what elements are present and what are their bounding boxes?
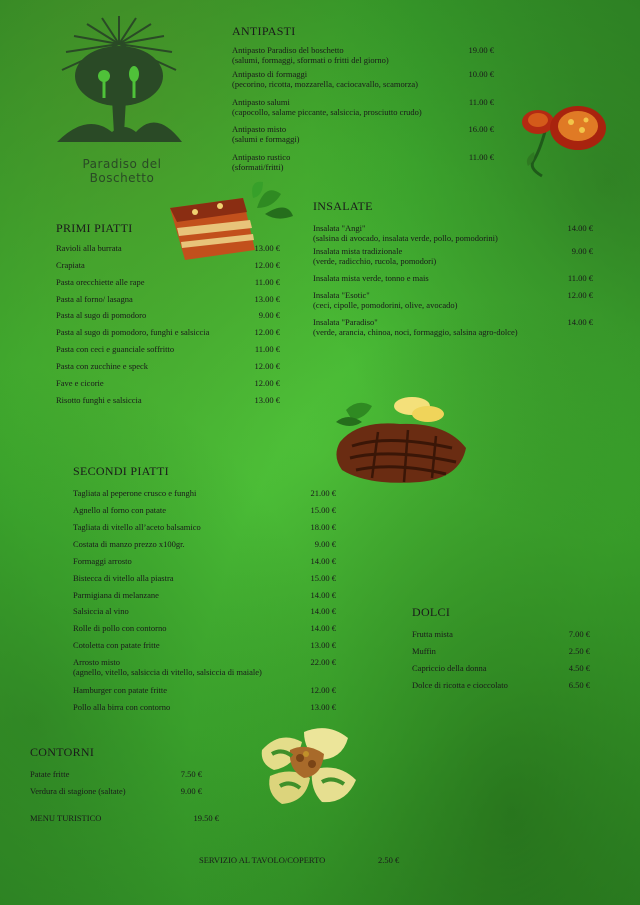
- list-item: [412, 680, 590, 690]
- menu-turistico-price: 19.50 €: [193, 813, 219, 823]
- list-item: [56, 361, 280, 371]
- list-item: [313, 273, 593, 283]
- list-item: [313, 246, 593, 266]
- list-item: [73, 522, 336, 532]
- list-item: [73, 590, 336, 600]
- item-price: 14.00 €: [310, 590, 336, 600]
- item-name: Capriccio della donna: [412, 663, 487, 673]
- item-name: Tagliata di vitello all’aceto balsamico: [73, 522, 201, 532]
- item-name: Rolle di pollo con contorno: [73, 623, 167, 633]
- stuffed-pepper-image: [516, 100, 612, 178]
- item-price: 12.00 €: [254, 260, 280, 270]
- item-name: Frutta mista: [412, 629, 453, 639]
- item-price: 12.00 €: [254, 327, 280, 337]
- item-price: 11.00 €: [567, 273, 593, 283]
- item-price: 11.00 €: [254, 277, 280, 287]
- item-name: Antipasto di formaggi: [232, 69, 308, 79]
- item-desc: (pecorino, ricotta, mozzarella, caciocavallo, scamorza): [232, 79, 418, 89]
- item-name: Agnello al forno con patate: [73, 505, 166, 515]
- item-name: Insalata mista tradizionale: [313, 246, 403, 256]
- item-price: 14.00 €: [310, 556, 336, 566]
- list-item: [30, 786, 202, 796]
- item-price: 2.50 €: [568, 646, 590, 656]
- list-item: [73, 556, 336, 566]
- item-price: 13.00 €: [254, 294, 280, 304]
- menu-turistico-label: MENU TURISTICO: [30, 813, 102, 823]
- list-item: [56, 294, 280, 304]
- list-item: [30, 769, 202, 779]
- item-name: Ravioli alla burrata: [56, 243, 122, 253]
- item-name: Pasta con ceci e guanciale soffritto: [56, 344, 175, 354]
- list-item: [73, 573, 336, 583]
- item-name: Insalata "Paradiso": [313, 317, 378, 327]
- item-desc: (agnello, vitello, salsiccia di vitello, salsiccia di maiale): [73, 667, 262, 677]
- item-name: Antipasto misto: [232, 124, 287, 134]
- list-item: [73, 539, 336, 549]
- item-name: Crapiata: [56, 260, 85, 270]
- item-desc: (verde, radicchio, rucola, pomodori): [313, 256, 437, 266]
- servizio-price: 2.50 €: [378, 855, 400, 865]
- list-item: [56, 277, 280, 287]
- item-name: Patate fritte: [30, 769, 70, 779]
- list-item: [73, 702, 336, 712]
- item-price: 11.00 €: [254, 344, 280, 354]
- servizio-label: SERVIZIO AL TAVOLO/COPERTO: [199, 855, 326, 865]
- item-name: Arrosto misto: [73, 657, 120, 667]
- list-item: [73, 623, 336, 633]
- menu-turistico: [30, 813, 219, 823]
- list-item: [73, 505, 336, 515]
- list-item: [56, 310, 280, 320]
- list-item: [232, 69, 494, 89]
- ravioli-image: [252, 720, 362, 810]
- tree-logo-icon: [52, 14, 187, 164]
- item-name: Pasta al forno/ lasagna: [56, 294, 133, 304]
- item-name: Dolce di ricotta e cioccolato: [412, 680, 508, 690]
- item-price: 7.50 €: [180, 769, 202, 779]
- item-price: 11.00 €: [468, 97, 494, 107]
- list-item: [56, 327, 280, 337]
- item-name: Antipasto Paradiso del boschetto: [232, 45, 344, 55]
- item-desc: (salumi e formaggi): [232, 134, 300, 144]
- list-item: [412, 663, 590, 673]
- list-item: [232, 124, 494, 144]
- list-item: [73, 685, 336, 695]
- item-price: 14.00 €: [310, 623, 336, 633]
- item-name: Pasta orecchiette alle rape: [56, 277, 145, 287]
- item-name: Insalata mista verde, tonno e mais: [313, 273, 429, 283]
- item-desc: (ceci, cipolle, pomodorini, olive, avocado): [313, 300, 458, 310]
- item-price: 19.00 €: [468, 45, 494, 55]
- item-name: Muffin: [412, 646, 436, 656]
- list-item: [56, 260, 280, 270]
- item-name: Salsiccia al vino: [73, 606, 129, 616]
- item-desc: (salumi, formaggi, sformati o fritti del giorno): [232, 55, 389, 65]
- item-price: 16.00 €: [468, 124, 494, 134]
- item-name: Pasta al sugo di pomodoro, funghi e salsiccia: [56, 327, 210, 337]
- list-item: [313, 317, 593, 337]
- list-item: [56, 344, 280, 354]
- item-price: 12.00 €: [254, 361, 280, 371]
- item-price: 18.00 €: [310, 522, 336, 532]
- list-item: [412, 629, 590, 639]
- secondi-title: SECONDI PIATTI: [73, 464, 169, 478]
- grilled-meat-image: [328, 392, 472, 488]
- item-price: 12.00 €: [567, 290, 593, 300]
- item-price: 6.50 €: [568, 680, 590, 690]
- item-price: 15.00 €: [310, 573, 336, 583]
- item-name: Risotto funghi e salsiccia: [56, 395, 142, 405]
- item-price: 22.00 €: [310, 657, 336, 667]
- item-desc: (salsina di avocado, insalata verde, pollo, pomodorini): [313, 233, 498, 243]
- item-price: 13.00 €: [254, 395, 280, 405]
- item-price: 11.00 €: [468, 152, 494, 162]
- list-item: [232, 152, 494, 172]
- list-item: [313, 223, 593, 243]
- item-price: 15.00 €: [310, 505, 336, 515]
- item-name: Pollo alla birra con contorno: [73, 702, 171, 712]
- list-item: [73, 657, 336, 677]
- item-name: Fave e cicorie: [56, 378, 104, 388]
- item-name: Insalata "Esotic": [313, 290, 370, 300]
- item-price: 4.50 €: [568, 663, 590, 673]
- item-desc: (capocollo, salame piccante, salsiccia, prosciutto crudo): [232, 107, 422, 117]
- item-name: Bistecca di vitello alla piastra: [73, 573, 174, 583]
- item-name: Pasta con zucchine e speck: [56, 361, 149, 371]
- dolci-title: DOLCI: [412, 605, 451, 619]
- antipasti-title: ANTIPASTI: [232, 24, 296, 38]
- item-price: 7.00 €: [568, 629, 590, 639]
- item-price: 9.00 €: [314, 539, 336, 549]
- item-price: 13.00 €: [254, 243, 280, 253]
- item-price: 9.00 €: [571, 246, 593, 256]
- primi-title: PRIMI PIATTI: [56, 221, 133, 235]
- list-item: [313, 290, 593, 310]
- item-price: 10.00 €: [468, 69, 494, 79]
- item-price: 9.00 €: [258, 310, 280, 320]
- brand-logo: [52, 14, 187, 184]
- item-name: Insalata "Angi": [313, 223, 366, 233]
- item-name: Cotoletta con patate fritte: [73, 640, 160, 650]
- list-item: [56, 395, 280, 405]
- item-name: Tagliata al peperone crusco e funghi: [73, 488, 197, 498]
- item-name: Antipasto rustico: [232, 152, 291, 162]
- item-price: 12.00 €: [254, 378, 280, 388]
- item-name: Hamburger con patate fritte: [73, 685, 168, 695]
- item-price: 13.00 €: [310, 640, 336, 650]
- item-name: Parmigiana di melanzane: [73, 590, 159, 600]
- item-price: 9.00 €: [180, 786, 202, 796]
- item-price: 14.00 €: [567, 223, 593, 233]
- item-desc: (verde, arancia, chinoa, noci, formaggio, salsina agro-dolce): [313, 327, 518, 337]
- item-name: Formaggi arrosto: [73, 556, 132, 566]
- contorni-title: CONTORNI: [30, 745, 95, 759]
- item-price: 13.00 €: [310, 702, 336, 712]
- list-item: [412, 646, 590, 656]
- list-item: [73, 640, 336, 650]
- list-item: [56, 378, 280, 388]
- item-price: 21.00 €: [310, 488, 336, 498]
- item-price: 14.00 €: [567, 317, 593, 327]
- item-name: Costata di manzo prezzo x100gr.: [73, 539, 185, 549]
- brand-name: Paradiso del Boschetto: [82, 157, 162, 185]
- item-desc: (sformati/fritti): [232, 162, 284, 172]
- list-item: [73, 488, 336, 498]
- item-price: 14.00 €: [310, 606, 336, 616]
- list-item: [56, 243, 280, 253]
- list-item: [232, 97, 494, 117]
- list-item: [73, 606, 336, 616]
- item-name: Pasta al sugo di pomodoro: [56, 310, 147, 320]
- item-name: Verdura di stagione (saltate): [30, 786, 126, 796]
- item-name: Antipasto salumi: [232, 97, 290, 107]
- list-item: [232, 45, 494, 65]
- item-price: 12.00 €: [310, 685, 336, 695]
- insalate-title: INSALATE: [313, 199, 373, 213]
